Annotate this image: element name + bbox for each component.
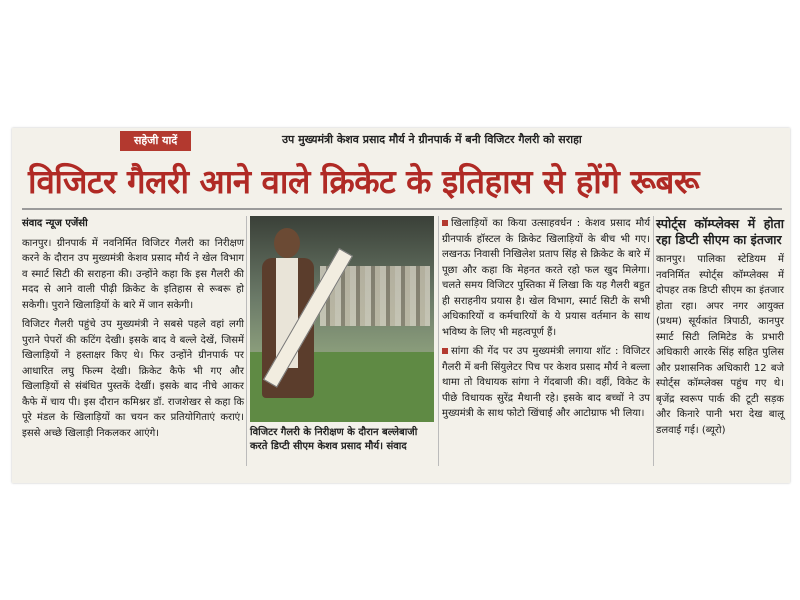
- column-4: [656, 216, 784, 442]
- section-tag: सहेजी यादें: [120, 131, 191, 151]
- column-1: [22, 216, 244, 445]
- kicker-row: [12, 128, 790, 154]
- column-divider: [653, 216, 654, 466]
- paragraph-2: विजिटर गैलरी पहुंचे उप मुख्यमंत्री ने सबसे पहले वहां लगी पुराने पेपरों की कटिंग देखी। इसके बाद वे बल्ले देखें, जिसमें खिलाड़ियों ने हस्ताक्षर किए थे। फिर उन्होंने ग्रीनपार्क पर आधारित लघु फिल्म देखी। क्रिकेट कैफे भी गए और खिलाड़ियों से संबंधित पुस्तकें देखीं। इसके बाद नीचे आकर कैफे में चाय पी। इस दौरान कमिश्नर डॉ. राजशेखर से कहा कि पूरे मंडल के खिलाड़ियों का चयन कर प्रतियोगिताएं कराएं। इससे अच्छे खिलाड़ी निकलकर आएंगे।: [22, 319, 244, 439]
- kicker-line: उप मुख्यमंत्री केशव प्रसाद मौर्य ने ग्रीनपार्क में बनी विजिटर गैलरी को सराहा: [282, 133, 582, 146]
- column-3: [442, 216, 650, 426]
- sidebar-text: कानपुर। पालिका स्टेडियम में नवनिर्मित स्पोर्ट्स कॉम्प्लेक्स में दोपहर तक डिप्टी सीएम का इंतजार होता रहा। अपर नगर आयुक्त (प्रथम) सूर्यकांत त्रिपाठी, कानपुर स्मार्ट सिटी लिमिटेड के प्रभारी अधिकारी आरके सिंह सहित पुलिस और प्रशासनिक अधिकारी 12 बजे स्पोर्ट्स कॉम्प्लेक्स पहुंच गए थे। बृजेंद्र स्वरूप पार्क की टूटी सड़क और किनारे पानी भरा देख बालू डलवाई गई। (ब्यूरो): [656, 254, 784, 436]
- paragraph-4: सांगा की गेंद पर उप मुख्यमंत्री लगाया शॉट : विजिटर गैलरी में बनी सिंयुलेटर पिच पर केशव प्रसाद मौर्य ने बल्ला थामा तो विधायक सांगा ने गेंदबाजी की। वहीं, विकेट के पीछे विधायक सुरेंद्र मैथानी रहे। इसके बाद बच्चों ने उप मुख्यमंत्री के साथ फोटो खिंचाई और आटोग्राफ भी लिया।: [442, 346, 650, 419]
- photo-caption: विजिटर गैलरी के निरीक्षण के दौरान बल्लेबाजी करते डिप्टी सीएम केशव प्रसाद मौर्य। संवाद: [250, 427, 418, 452]
- headline: विजिटर गैलरी आने वाले क्रिकेट के इतिहास से होंगे रूबरू: [28, 162, 699, 201]
- byline: संवाद न्यूज एजेंसी: [22, 218, 88, 229]
- column-divider: [438, 216, 439, 466]
- column-divider: [246, 216, 247, 466]
- headline-rule: [22, 208, 782, 210]
- bullet-square-icon: [442, 220, 448, 226]
- bullet-square-icon: [442, 348, 448, 354]
- news-photo: [250, 216, 434, 422]
- newspaper-clipping: [12, 128, 790, 483]
- paragraph-1: कानपुर। ग्रीनपार्क में नवनिर्मित विजिटर गैलरी का निरीक्षण करने के दौरान उप मुख्यमंत्री केशव प्रसाद मौर्य ने खेल विभाग व स्मार्ट सिटी की सराहना की। उन्होंने कहा कि इस गैलरी की मदद से आने वाली पीढ़ी क्रिकेट के इतिहास से रूबरू हो सकेगी। पुराने खिलाड़ियों के बारे में जान सकेगी।: [22, 237, 244, 311]
- sidebar-heading: स्पोर्ट्स कॉम्प्लेक्स में होता रहा डिप्टी सीएम का इंतजार: [656, 216, 784, 247]
- paragraph-3: खिलाड़ियों का किया उत्साहवर्धन : केशव प्रसाद मौर्य ग्रीनपार्क हॉस्टल के क्रिकेट खिलाड़ियों के बीच भी गए। लखनऊ निवासी निखिलेश प्रताप सिंह से क्रिकेट के बारे में पूछा और कहा कि मेहनत करते रहो फल खुद मिलेगा। चलते समय विजिटर पुस्तिका में लिखा कि यह गैलरी बहुत ही सराहनीय प्रयास है। खेल विभाग, स्मार्ट सिटी के सभी अधिकारियों व कर्मचारियों के ये प्रयास वर्तमान के साथ भविष्य के लिए भी महत्वपूर्ण हैं।: [442, 218, 650, 338]
